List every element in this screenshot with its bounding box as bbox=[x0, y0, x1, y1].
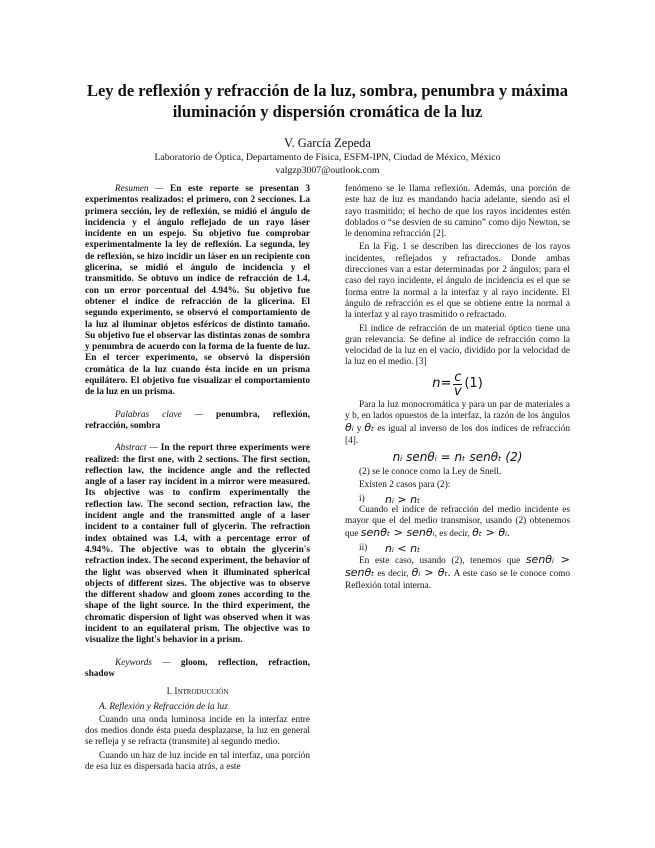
right-paragraph-6: Existen 2 casos para (2): bbox=[359, 480, 451, 491]
paper-title: Ley de reflexión y refracción de la luz, sombra, penumbra y máxima iluminación y dispersión cromática de la luz bbox=[86, 81, 569, 121]
and-word: y bbox=[356, 424, 362, 435]
keywords-text: gloom, reflection, refraction, shadow bbox=[85, 657, 310, 679]
right-paragraph-5: (2) se le conoce como la Ley de Snell. bbox=[359, 466, 502, 477]
case-1-expression: nᵢ > nₜ bbox=[385, 492, 421, 506]
abstract-text: In the report three experiments were realized: the first one, with 2 sections. The first section, reflection law, the incidence angle and the reflected angle of a laser ray incident in a mirror were measured. Its objective was to confirm experimentally the reflection law. The second section, refraction law, the incident angle and the transmitted angle of a laser incident to a container full of glycerin. The refraction index obtained was 1.4, with a percentage error of 4.94%. The objective was to obtain the glycerin's refraction index. The second experiment, the behavior of the light was observed when it illuminated spherical objects of different sizes. The objective was to observe the different shadow and gloom zones according to the shape of the light source. In the third experiment, the chromatic dispersion of light was observed when it was incident to an equilateral prism. The objective was to visualize the light's behavior in a prism. bbox=[85, 443, 310, 646]
section-number: I. bbox=[166, 687, 173, 698]
equation-1-denominator: v bbox=[454, 383, 462, 399]
equation-1-lhs: n= bbox=[432, 376, 452, 392]
snell-intro-text: Para la luz monocromática y para un par de materiales a y b, en lados opuestos de la interfaz, la razón de los ángulos bbox=[345, 399, 570, 422]
right-paragraph-7 bbox=[345, 505, 570, 541]
case-2-expression: nᵢ < nₜ bbox=[385, 541, 421, 555]
case-1 bbox=[345, 494, 570, 505]
case-1-angle-inequality: θₜ > θᵢ. bbox=[472, 526, 511, 540]
keywords-label: Keywords — bbox=[115, 657, 171, 668]
intro-paragraph-1: Cuando una onda luminosa incide en la interfaz entre dos medios donde ésta pueda desplazarse, la luz en general se refleja y se refracta (transmite) al segundo medio. bbox=[85, 714, 310, 748]
case-1-inequality: senθₜ > senθᵢ bbox=[360, 526, 435, 540]
author-affiliation: Laboratorio de Óptica, Departamento de Física, ESFM-IPN, Ciudad de México, México bbox=[154, 152, 501, 163]
resumen-text: En este reporte se presentan 3 experimentos realizados: el primero, con 2 secciones. La primera sección, ley de reflexión, se midió el ángulo de incidencia y el ángulo reflejado de un rayo láser incidente en un espejo. Su objetivo fue comprobar experimentalmente la ley de reflexión. La segunda, ley de reflexión, se hizo incidir un láser en un recipiente con glicerina, se midió el ángulo de incidencia y el transmitido. Se obtuvo un índice de refracción de 1.4, con un error porcentual del 4.94%. Su objetivo fue obtener el índice de refracción de la glicerina. El segundo experimento, se observó el comportamiento de la luz al iluminar objetos esféricos de distinto tamaño. Su objetivo fue el observar las distintas zonas de sombra y penumbra de acuerdo con la forma de la fuente de luz. En el tercer experimento, se observó la dispersión cromática de la luz cuando ésta incide en un prisma equilátero. El objetivo fue visualizar el comportamiento de la luz en un prisma. bbox=[85, 184, 310, 398]
case-1-text: Cuando el índice de refracción del medio incidente es mayor que el del medio transmisor, usando (2) obtenemos que bbox=[345, 504, 570, 540]
equation-1-tag: (1) bbox=[464, 376, 483, 392]
theta-t-symbol: θₜ bbox=[364, 421, 375, 435]
author-email[interactable]: valgzp3007@outlook.com bbox=[275, 165, 380, 176]
author-name: V. García Zepeda bbox=[284, 136, 371, 150]
resumen-paragraph bbox=[85, 184, 310, 399]
case-2-text: En este caso, usando (2), tenemos que bbox=[359, 556, 521, 567]
right-paragraph-1: fenómeno se le llama reflexión. Además, una porción de este haz de luz es mandando hacia adelante, siendo así el rayo trasmitido; el hecho de que los rayos incidentes estén doblados o “se desvíen de su camino” como dijo Newton, se le denomina refracción [2]. bbox=[345, 184, 570, 240]
equation-1 bbox=[345, 371, 570, 398]
equation-2: nᵢ senθᵢ = nₜ senθₜ (2) bbox=[392, 449, 523, 464]
intro-paragraph-2: Cuando un haz de luz incide en tal interfaz, una porción de esa luz es dispersada hacia atrás, a este bbox=[85, 750, 310, 772]
left-column bbox=[85, 184, 310, 775]
section-title: Introducción bbox=[174, 687, 229, 698]
case-2-conclusion: A este caso se le conoce como Reflexión total interna. bbox=[345, 569, 570, 591]
case-2-angle-inequality: θᵢ > θₜ. bbox=[411, 566, 452, 580]
case-2-inequality: senθᵢ > senθₜ bbox=[345, 553, 570, 580]
case-2-label: ii) bbox=[359, 542, 368, 553]
right-paragraph-4 bbox=[345, 400, 570, 447]
abstract-paragraph bbox=[85, 443, 310, 646]
case-1-label: i) bbox=[359, 493, 365, 504]
theta-i-symbol: θᵢ bbox=[345, 421, 354, 435]
palabras-clave-paragraph bbox=[85, 410, 310, 433]
subsection-heading: A. Reflexión y Refracción de la luz bbox=[99, 702, 228, 713]
keywords-paragraph bbox=[85, 658, 310, 681]
equation-1-numerator: c bbox=[454, 369, 462, 385]
right-column bbox=[345, 184, 570, 594]
equation-1-fraction bbox=[453, 371, 462, 398]
palabras-clave-text: penumbra, reflexión, refracción, sombra bbox=[85, 409, 310, 431]
snell-intro-text-2: es igual al inverso de los dos índices de refracción [4]. bbox=[345, 424, 571, 446]
right-paragraph-2: En la Fig. 1 se describen las direcciones de los rayos incidentes, reflejados y refractados. Donde ambas direcciones van a estar determinadas por 2 ángulos; para el caso del rayo incidente, el ángulo de incidencia es el que se forma entre la normal a la interfaz y al rayo incidente. El ángulo de refracción es el que se obtiene entre la normal a la interfaz y al rayo trasmitido o refractado. bbox=[345, 242, 570, 321]
right-paragraph-8 bbox=[345, 554, 570, 592]
section-heading bbox=[85, 687, 310, 698]
case-2-es-decir: es decir, bbox=[377, 569, 409, 580]
abstract-label: Abstract — bbox=[115, 443, 158, 454]
resumen-label: Resumen — bbox=[115, 184, 164, 194]
right-paragraph-3: El índice de refracción de un material óptico tiene una gran relevancia. Se define al índice de refracción como la velocidad de la luz en el vacío, dividido por la velocidad de la luz en el medio. [3] bbox=[345, 323, 570, 368]
palabras-clave-label: Palabras clave — bbox=[115, 409, 204, 420]
case-1-es-decir: , es decir, bbox=[434, 529, 470, 540]
